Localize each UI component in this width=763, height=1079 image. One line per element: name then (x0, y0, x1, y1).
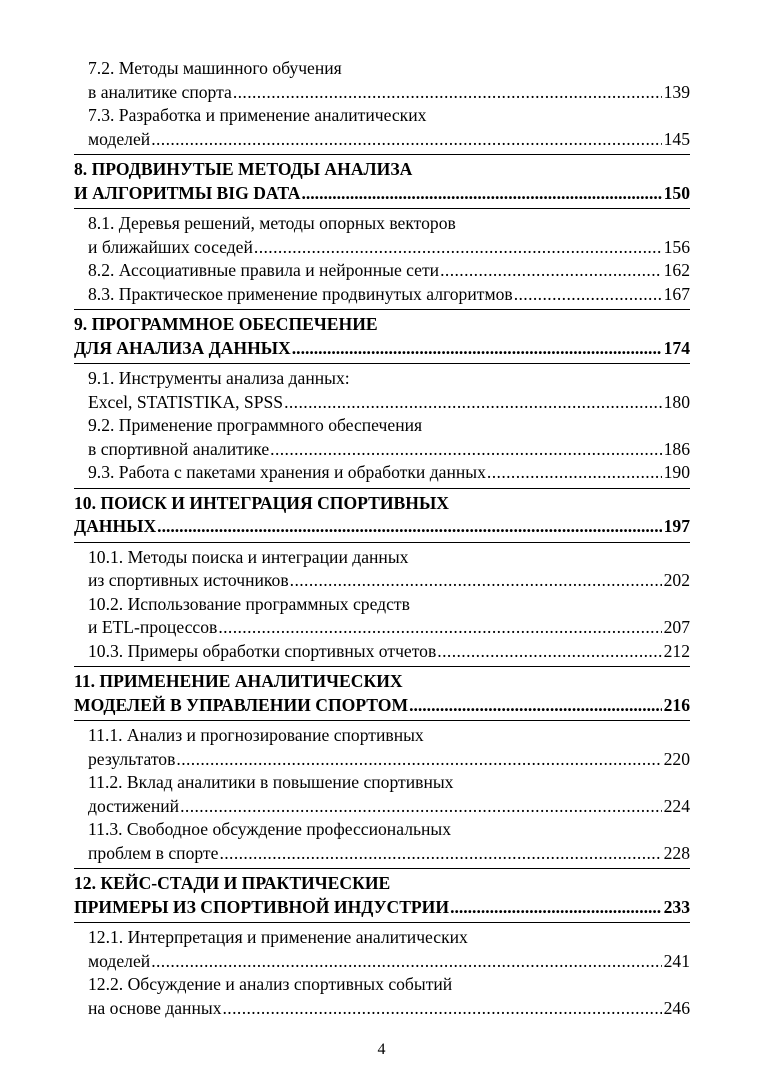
toc-entry-title: 7.2. Методы машинного обучения (88, 58, 342, 78)
toc-entry-title: 8.3. Практическое применение продвинутых алгоритмов (88, 283, 513, 304)
toc-entry-title: на основе данных (88, 997, 222, 1018)
dot-leader (450, 896, 662, 920)
dot-leader (301, 182, 661, 206)
toc-entry-title: 9.3. Работа с пакетами хранения и обработки данных (88, 462, 486, 482)
toc-entry-12-2-line1 (74, 973, 690, 997)
page-number: 4 (377, 1041, 386, 1058)
toc-group-12-sub (74, 922, 690, 1020)
toc-chapter-12 (74, 868, 690, 919)
dot-leader (157, 515, 661, 539)
toc-entry-8-1[interactable] (74, 236, 690, 260)
dot-leader (176, 748, 661, 772)
toc-entry-7-3-line1 (74, 104, 690, 128)
table-of-contents (74, 57, 690, 1020)
toc-entry-title: моделей (88, 128, 151, 149)
toc-entry-title: из спортивных источников (88, 570, 289, 590)
toc-entry-12-1-line1 (74, 926, 690, 950)
toc-entry-title: в спортивной аналитике (88, 438, 270, 459)
toc-entry-title: 7.3. Разработка и применение аналитических (88, 105, 427, 125)
toc-entry-title: 10.3. Примеры обработки спортивных отчетов (88, 640, 437, 661)
toc-entry-11-1-line1 (74, 724, 690, 748)
dot-leader (180, 795, 662, 819)
dot-leader (290, 569, 662, 593)
toc-entry-9-3[interactable] (74, 461, 690, 485)
dot-leader (409, 694, 662, 718)
toc-entry-title: Excel, STATISTIKA, SPSS (88, 391, 284, 412)
toc-entry-12-2[interactable] (74, 997, 690, 1021)
toc-entry-title: 9.1. Инструменты анализа данных: (88, 368, 350, 388)
dot-leader (270, 438, 661, 462)
toc-entry-7-3[interactable] (74, 128, 690, 152)
toc-page-number: 167 (663, 283, 690, 304)
toc-entry-title: 12.2. Обсуждение и анализ спортивных событий (88, 974, 453, 994)
toc-chapter-8-line1 (74, 158, 690, 182)
toc-page-number: 145 (663, 128, 690, 149)
toc-chapter-title: 8. ПРОДВИНУТЫЕ МЕТОДЫ АНАЛИЗА (74, 159, 413, 179)
toc-entry-8-3[interactable] (74, 283, 690, 307)
toc-entry-7-2[interactable] (74, 81, 690, 105)
toc-entry-9-2-line1 (74, 414, 690, 438)
toc-chapter-title: 11. ПРИМЕНЕНИЕ АНАЛИТИЧЕСКИХ (74, 671, 403, 691)
toc-page-number: 156 (663, 236, 690, 257)
toc-chapter-11-line1 (74, 670, 690, 694)
toc-entry-title: и ETL-процессов (88, 617, 218, 637)
toc-group-9-sub (74, 363, 690, 485)
toc-chapter-title: МОДЕЛЕЙ В УПРАВЛЕНИИ СПОРТОМ (74, 694, 409, 715)
toc-entry-title: и ближайших соседей (88, 236, 253, 257)
dot-leader (284, 391, 662, 415)
toc-chapter-title: 12. КЕЙС-СТАДИ И ПРАКТИЧЕСКИЕ (74, 873, 391, 893)
dot-leader (151, 128, 661, 152)
toc-chapter-title: ДЛЯ АНАЛИЗА ДАННЫХ (74, 337, 291, 358)
toc-chapter-9-line2[interactable] (74, 337, 690, 361)
toc-group-10-sub (74, 542, 690, 664)
dot-leader (487, 461, 662, 485)
toc-group-7-sub (74, 57, 690, 151)
toc-entry-11-3[interactable] (74, 842, 690, 866)
toc-entry-title: 10.1. Методы поиска и интеграции данных (88, 546, 409, 567)
toc-entry-title: в аналитике спорта (88, 81, 232, 102)
toc-chapter-title: ДАННЫХ (74, 516, 157, 536)
toc-page-number: 228 (663, 842, 690, 863)
toc-page-number: 190 (663, 462, 690, 482)
toc-entry-11-2-line1 (74, 771, 690, 795)
toc-group-11-sub (74, 720, 690, 865)
dot-leader (292, 337, 662, 361)
toc-entry-9-1[interactable] (74, 391, 690, 415)
dot-leader (254, 236, 662, 260)
toc-entry-title: 12.1. Интерпретация и применение аналитических (88, 927, 468, 947)
toc-chapter-10 (74, 488, 690, 539)
toc-group-8-sub (74, 208, 690, 306)
toc-entry-9-1-line1 (74, 367, 690, 391)
toc-entry-7-2-line1 (74, 57, 690, 81)
toc-entry-title: 10.2. Использование программных средств (88, 593, 410, 614)
toc-chapter-9 (74, 309, 690, 360)
toc-entry-11-1[interactable] (74, 748, 690, 772)
toc-entry-title: 11.1. Анализ и прогнозирование спортивных (88, 725, 424, 745)
dot-leader (218, 616, 661, 640)
dot-leader (151, 950, 661, 974)
toc-page-number: 212 (663, 640, 690, 661)
toc-chapter-title: 10. ПОИСК И ИНТЕГРАЦИЯ СПОРТИВНЫХ (74, 492, 449, 513)
toc-chapter-title: 9. ПРОГРАММНОЕ ОБЕСПЕЧЕНИЕ (74, 314, 378, 334)
dot-leader (437, 640, 661, 664)
toc-page-number: 241 (663, 950, 690, 971)
toc-chapter-12-line2[interactable] (74, 896, 690, 920)
toc-page-number: 186 (663, 438, 690, 459)
toc-page-number: 180 (663, 391, 690, 412)
toc-page-number: 224 (663, 795, 690, 816)
dot-leader (233, 81, 662, 105)
toc-entry-title: 11.2. Вклад аналитики в повышение спортивных (88, 772, 454, 792)
toc-entry-10-1-line1 (74, 546, 690, 570)
toc-chapter-9-line1 (74, 313, 690, 337)
toc-entry-8-2[interactable] (74, 259, 690, 283)
toc-page-number: 202 (663, 570, 690, 590)
toc-entry-10-1[interactable] (74, 569, 690, 593)
toc-entry-10-2-line1 (74, 593, 690, 617)
dot-leader (514, 283, 662, 307)
toc-entry-title: 9.2. Применение программного обеспечения (88, 415, 423, 435)
toc-chapter-11 (74, 666, 690, 717)
toc-entry-title: 8.2. Ассоциативные правила и нейронные сети (88, 260, 440, 280)
toc-chapter-8-line2[interactable] (74, 182, 690, 206)
toc-entry-9-2[interactable] (74, 438, 690, 462)
toc-page-number: 150 (663, 182, 690, 203)
dot-leader (223, 997, 662, 1021)
toc-page-number: 233 (663, 896, 690, 917)
toc-entry-8-1-line1 (74, 212, 690, 236)
toc-entry-10-2[interactable] (74, 616, 690, 640)
toc-page-number: 139 (663, 81, 690, 102)
toc-entry-title: достижений (88, 795, 180, 816)
toc-chapter-10-line2[interactable] (74, 515, 690, 539)
toc-chapter-10-line1 (74, 492, 690, 516)
toc-entry-11-2[interactable] (74, 795, 690, 819)
toc-page-number: 197 (663, 516, 690, 536)
dot-leader (440, 259, 662, 283)
toc-page-number: 220 (663, 748, 690, 769)
toc-entry-11-3-line1 (74, 818, 690, 842)
toc-page-number: 246 (663, 997, 690, 1018)
toc-page-number: 207 (663, 617, 690, 637)
toc-entry-title: 11.3. Свободное обсуждение профессиональных (88, 819, 452, 839)
toc-chapter-12-line1 (74, 872, 690, 896)
dot-leader (219, 842, 661, 866)
toc-chapter-11-line2[interactable] (74, 694, 690, 718)
toc-entry-title: 8.1. Деревья решений, методы опорных векторов (88, 213, 456, 233)
toc-page-number: 174 (663, 337, 690, 358)
toc-page-number: 162 (663, 260, 690, 280)
toc-entry-title: моделей (88, 950, 151, 971)
toc-chapter-title: И АЛГОРИТМЫ BIG DATA (74, 182, 301, 203)
toc-chapter-title: ПРИМЕРЫ ИЗ СПОРТИВНОЙ ИНДУСТРИИ (74, 896, 450, 917)
toc-entry-10-3[interactable] (74, 640, 690, 664)
toc-entry-12-1[interactable] (74, 950, 690, 974)
toc-entry-title: проблем в спорте (88, 842, 219, 863)
toc-entry-title: результатов (88, 748, 176, 769)
toc-chapter-8 (74, 154, 690, 205)
toc-page-number: 216 (663, 694, 690, 715)
